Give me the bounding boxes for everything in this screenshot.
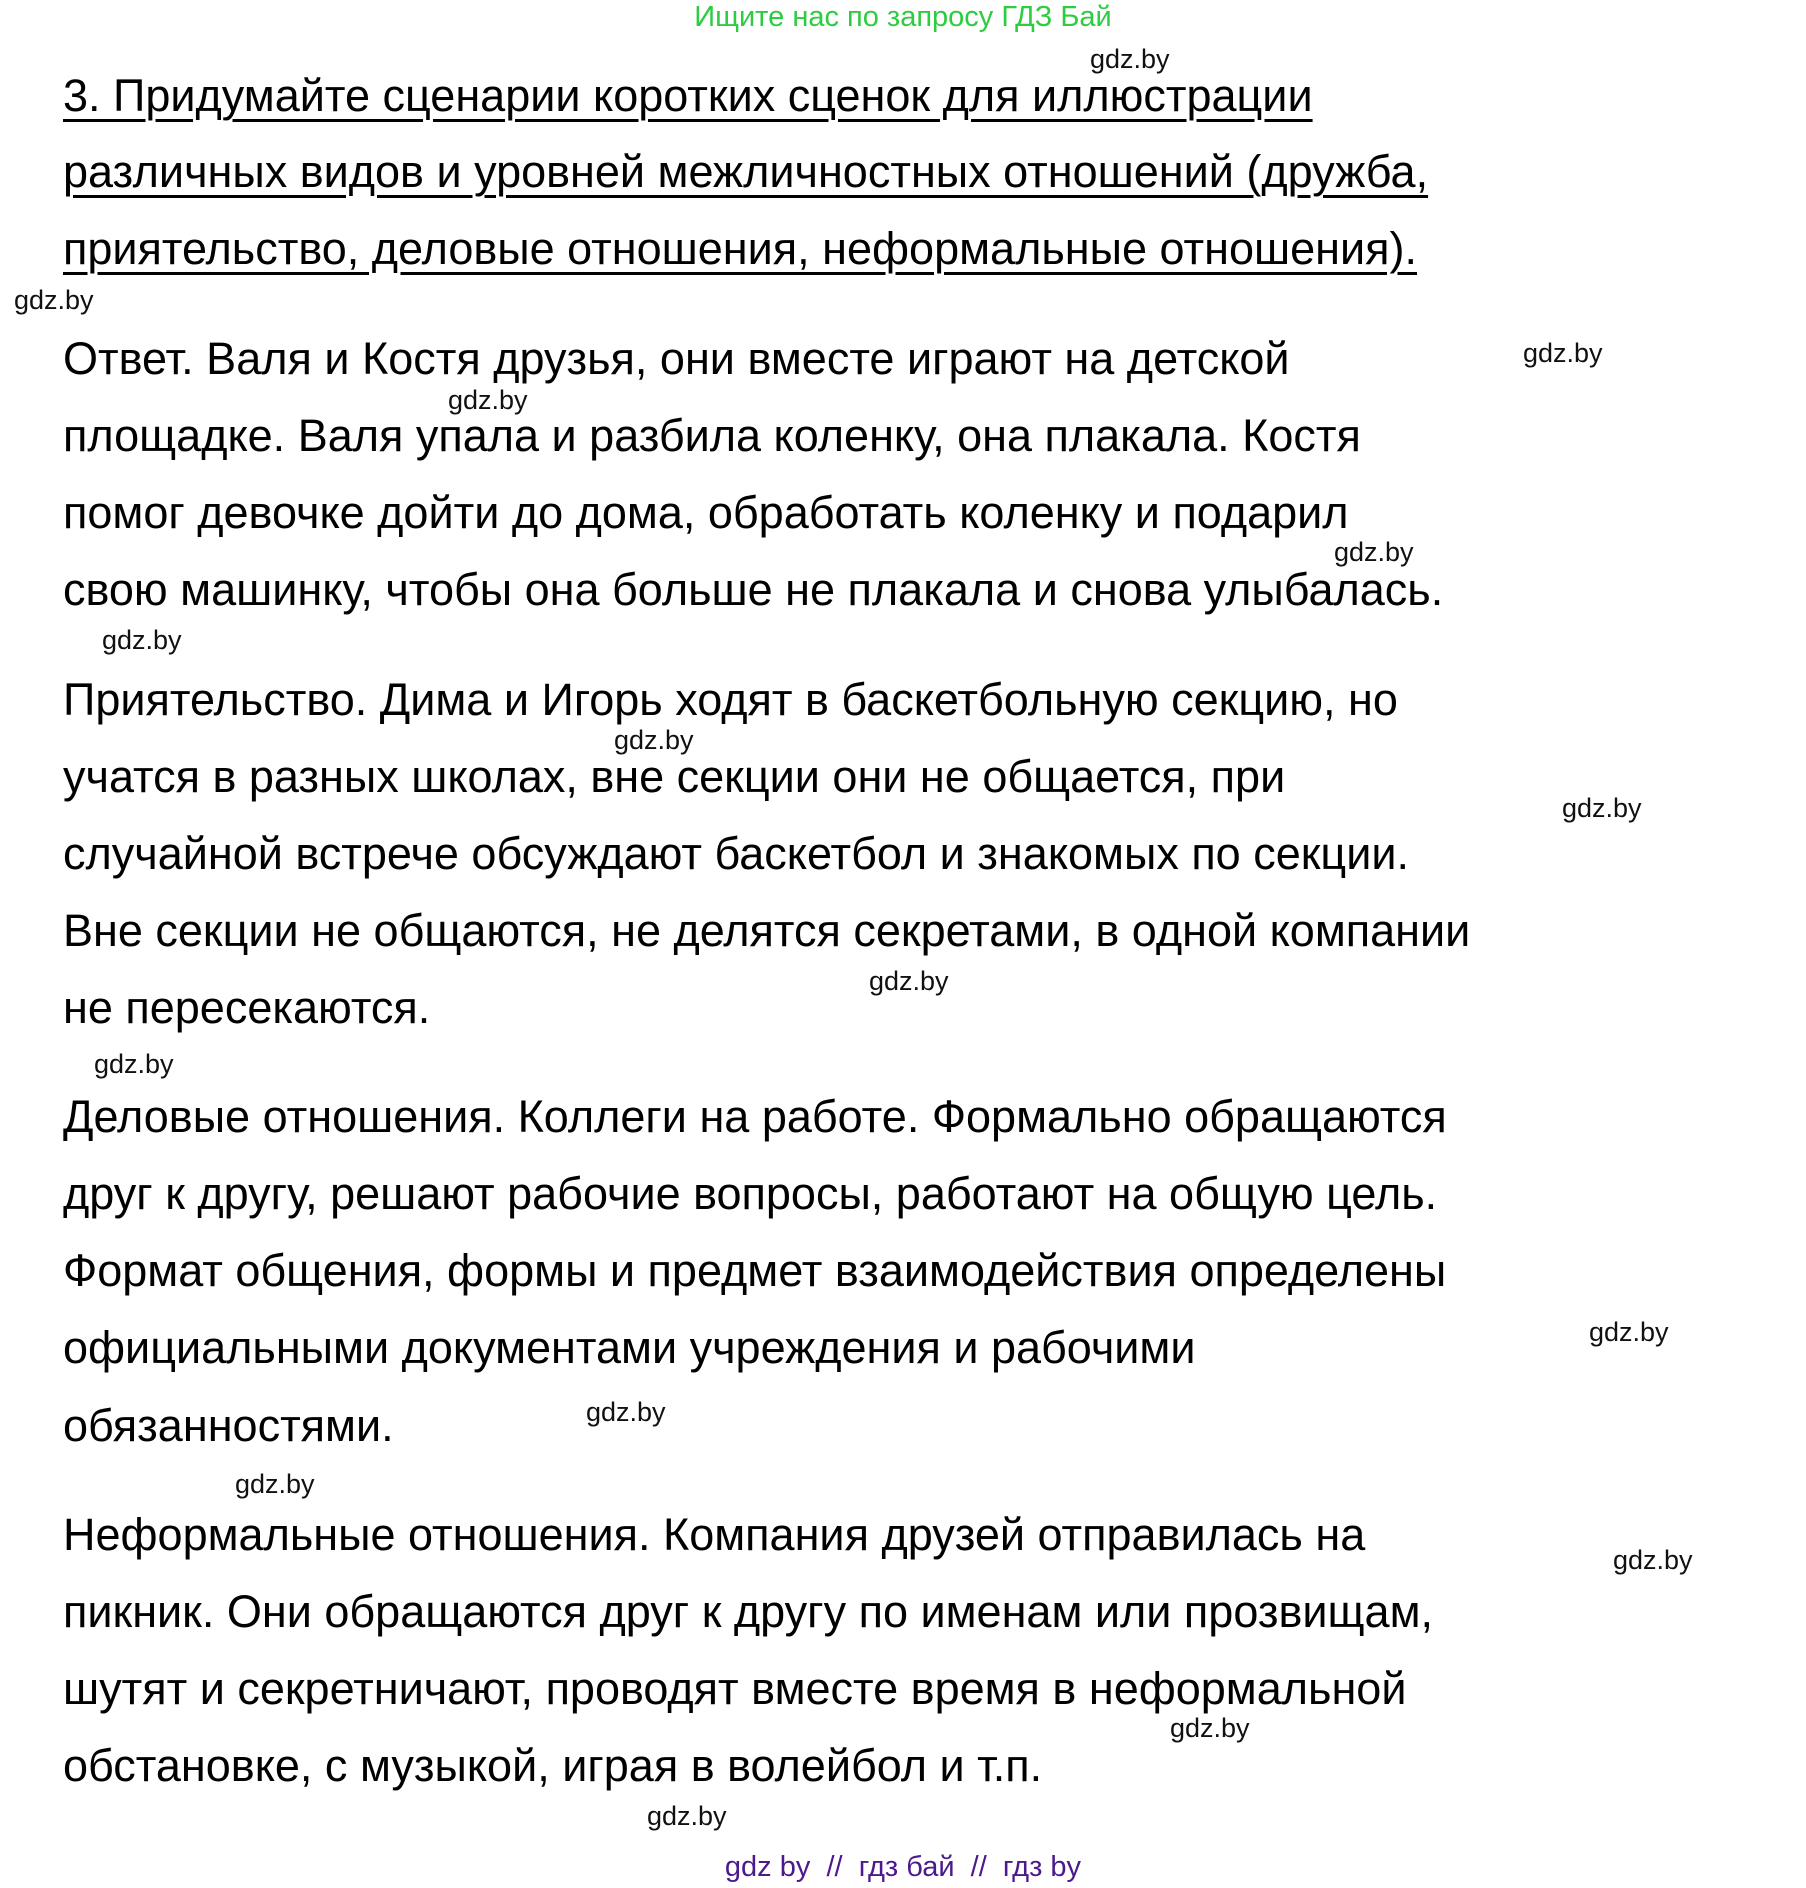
text-line: друг к другу, решают рабочие вопросы, работают на общую цель. xyxy=(63,1168,1438,1219)
text-line: Ответ. Валя и Костя друзья, они вместе играют на детской xyxy=(63,333,1290,384)
watermark: gdz.by xyxy=(586,1397,666,1427)
text-line: помог девочке дойти до дома, обработать коленку и подарил xyxy=(63,487,1349,538)
title-line: приятельство, деловые отношения, неформальные отношения). xyxy=(63,223,1417,274)
watermark: gdz.by xyxy=(102,625,182,655)
watermark: gdz.by xyxy=(14,285,94,315)
text-line: обязанностями. xyxy=(63,1400,394,1451)
watermark: gdz.by xyxy=(1334,537,1414,567)
text-line: обстановке, с музыкой, играя в волейбол и т.п. xyxy=(63,1740,1043,1791)
watermark: gdz.by xyxy=(1613,1545,1693,1575)
watermark: gdz.by xyxy=(235,1469,315,1499)
watermark: gdz.by xyxy=(1170,1713,1250,1743)
watermark: gdz.by xyxy=(1562,793,1642,823)
watermark: gdz.by xyxy=(1090,44,1170,74)
watermark: gdz.by xyxy=(1589,1317,1669,1347)
text-line: шутят и секретничают, проводят вместе время в неформальной xyxy=(63,1663,1407,1714)
text-line: Неформальные отношения. Компания друзей отправилась на xyxy=(63,1509,1366,1560)
watermark: gdz.by xyxy=(94,1049,174,1079)
text-line: случайной встрече обсуждают баскетбол и знакомых по секции. xyxy=(63,828,1409,879)
title-line: 3. Придумайте сценарии коротких сценок для иллюстрации xyxy=(63,70,1313,121)
footer-links[interactable]: gdz by // гдз бай // гдз by xyxy=(724,1851,1082,1883)
title-line: различных видов и уровней межличностных отношений (дружба, xyxy=(63,146,1429,197)
text-line: не пересекаются. xyxy=(63,982,431,1033)
text-line: площадке. Валя упала и разбила коленку, она плакала. Костя xyxy=(63,410,1361,461)
text-line: Деловые отношения. Коллеги на работе. Формально обращаются xyxy=(63,1091,1447,1142)
text-line: учатся в разных школах, вне секции они не общается, при xyxy=(63,751,1286,802)
text-line: Вне секции не общаются, не делятся секретами, в одной компании xyxy=(63,905,1471,956)
text-line: Приятельство. Дима и Игорь ходят в баскетбольную секцию, но xyxy=(63,674,1398,725)
text-line: свою машинку, чтобы она больше не плакала и снова улыбалась. xyxy=(63,564,1444,615)
text-line: официальными документами учреждения и рабочими xyxy=(63,1322,1196,1373)
watermark: gdz.by xyxy=(614,725,694,755)
text-line: Формат общения, формы и предмет взаимодействия определены xyxy=(63,1245,1447,1296)
watermark: gdz.by xyxy=(1523,338,1603,368)
watermark: gdz.by xyxy=(869,966,949,996)
promo-banner: Ищите нас по запросу ГДЗ Бай xyxy=(694,1,1112,33)
watermark: gdz.by xyxy=(448,385,528,415)
text-line: пикник. Они обращаются друг к другу по именам или прозвищам, xyxy=(63,1586,1434,1637)
watermark: gdz.by xyxy=(647,1801,727,1831)
